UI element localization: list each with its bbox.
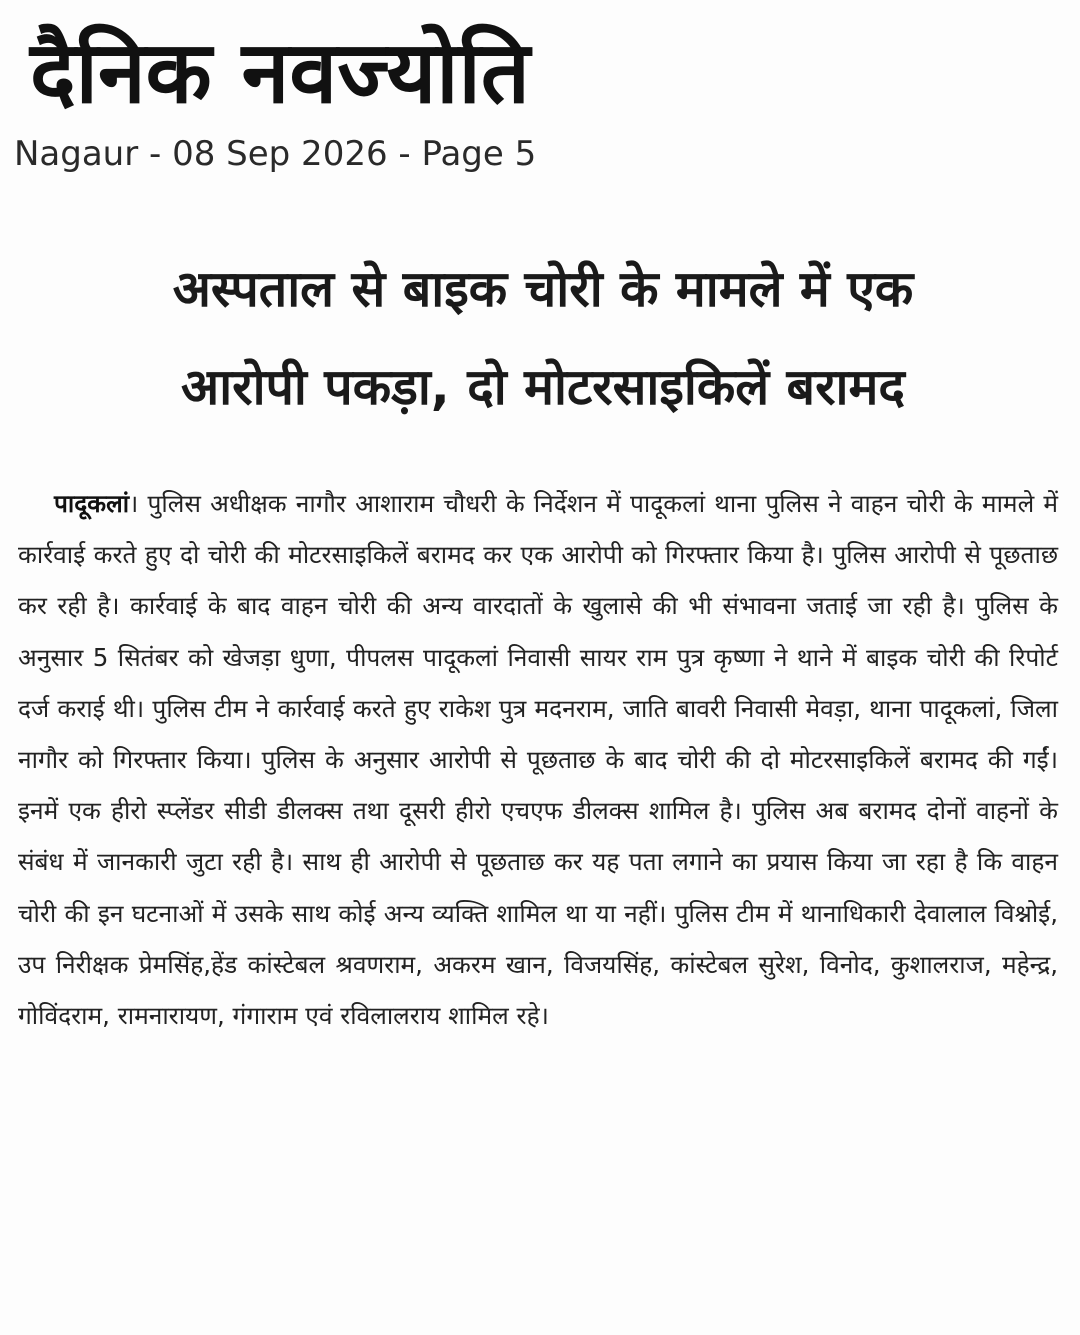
headline-line-1: अस्पताल से बाइक चोरी के मामले में एक: [172, 260, 914, 318]
headline-line-2: आरोपी पकड़ा, दो मोटरसाइकिलें बरामद: [181, 358, 905, 416]
edition-date-page: Nagaur - 08 Sep 2026 - Page 5: [14, 134, 537, 174]
article-dateline: पादूकलां: [54, 489, 130, 518]
article-body-text: । पुलिस अधीक्षक नागौर आशाराम चौधरी के निर्देशन में पादूकलां थाना पुलिस ने वाहन चोरी के मामले में कार्रवाई करते हुए दो चोरी की मोटरसाइकिलें बरामद कर एक आरोपी को गिरफ्तार किया है। पुलिस आरोपी से पूछताछ कर रही है। कार्रवाई के बाद वाहन चोरी की अन्य वारदातों के खुलासे की भी संभावना जताई जा रही है। पुलिस के अनुसार 5 सितंबर को खेजड़ा धुणा, पीपलस पादूकलां निवासी सायर राम पुत्र कृष्णा ने थाने में बाइक चोरी की रिपोर्ट दर्ज कराई थी। पुलिस टीम ने कार्रवाई करते हुए राकेश पुत्र मदनराम, जाति बावरी निवासी मेवड़ा, थाना पादूकलां, जिला नागौर को गिरफ्तार किया। पुलिस के अनुसार आरोपी से पूछताछ के बाद चोरी की दो मोटरसाइकिलें बरामद की गईं। इनमें एक हीरो स्प्लेंडर सीडी डीलक्स तथा दूसरी हीरो एचएफ डीलक्स शामिल है। पुलिस अब बरामद दोनों वाहनों के संबंध में जानकारी जुटा रही है। साथ ही आरोपी से पूछताछ कर यह पता लगाने का प्रयास किया जा रहा है कि वाहन चोरी की इन घटनाओं में उसके साथ कोई अन्य व्यक्ति शामिल था या नहीं। पुलिस टीम में थानाधिकारी देवालाल विश्नोई, उप निरीक्षक प्रेमसिंह,हेंड कांस्टेबल श्रवणराम, अकरम खान, विजयसिंह, कांस्टेबल सुरेश, विनोद, कुशालराज, महेन्द्र, गोविंदराम, रामनारायण, गंगाराम एवं रविलालराय शामिल रहे।: [18, 489, 1058, 1031]
newspaper-masthead: दैनिक नवज्योति: [30, 23, 530, 123]
article-headline: [18, 240, 1068, 436]
article-body: [18, 478, 1058, 1041]
